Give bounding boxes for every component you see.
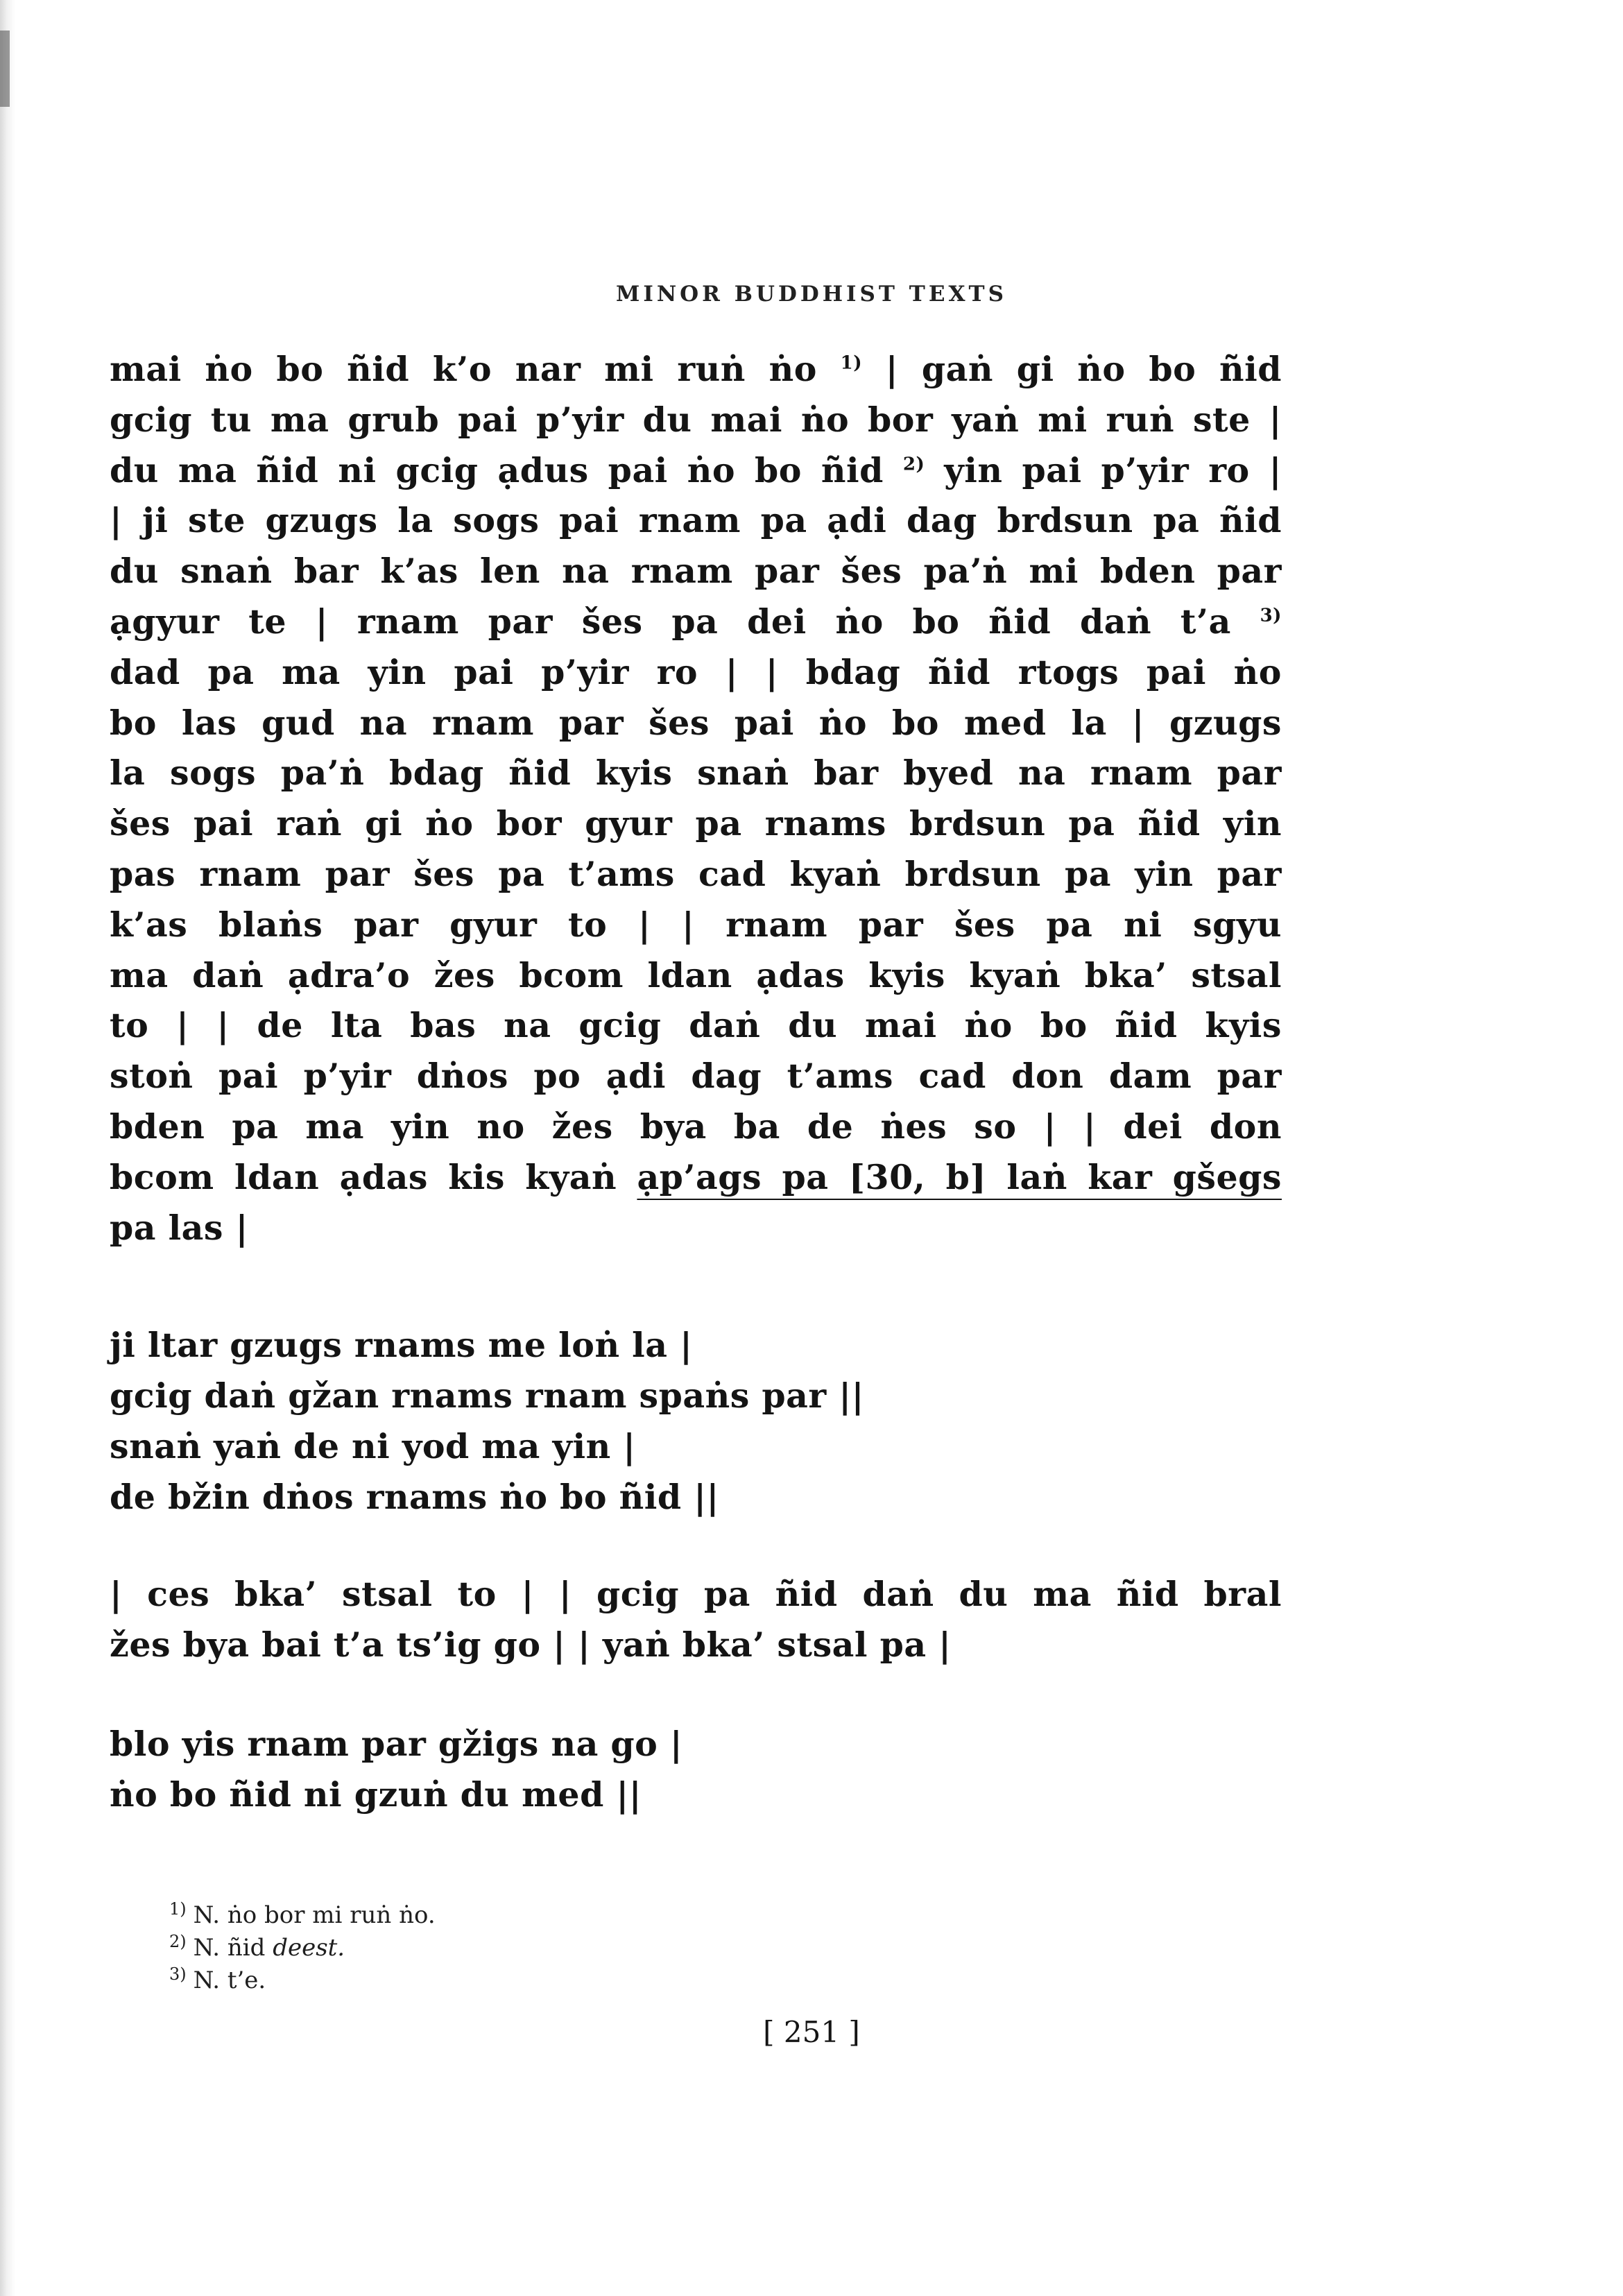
prose-line: pa las | xyxy=(110,1207,248,1248)
running-head: MINOR BUDDHIST TEXTS xyxy=(616,282,1007,307)
footnote-ref: 2) xyxy=(902,454,925,475)
prose-line: k’as blaṅs par gyur to | | rnam par šes pa ni sgyu xyxy=(110,904,1282,945)
prose-line: šes pai raṅ gi ṅo bor gyur pa rnams brdsun pa ñid yin xyxy=(110,803,1282,844)
prose-line: žes bya bai t’a ts’ig go | | yaṅ bka’ stsal pa | xyxy=(110,1625,952,1665)
prose-line: bden pa ma yin no žes bya ba de ṅes so | | dei don xyxy=(110,1106,1282,1147)
prose-line: bcom ldan ạdas kis kyaṅ ạp’ags pa [30, b] laṅ kar gšegs xyxy=(110,1156,1282,1197)
prose-line: to | | de lta bas na gcig daṅ du mai ṅo bo ñid kyis xyxy=(110,1005,1282,1046)
footnote: $^{3)}$ N. t’e. xyxy=(169,1964,266,1994)
prose-line: bo las gud na rnam par šes pai ṅo bo med la | gzugs xyxy=(110,702,1282,743)
verse-stanza-2 xyxy=(110,1719,682,1820)
page-number: [ 251 ] xyxy=(763,2015,860,2049)
prose-line: mai ṅo bo ñid k’o nar mi ruṅ ṅo $^{1)}$ | gaṅ gi ṅo bo ñid xyxy=(110,349,1282,389)
prose-line: du ma ñid ni gcig ạdus pai ṅo bo ñid $^{2)}$ yin pai p’yir ro | xyxy=(110,449,1282,490)
footnote-ref: 3) xyxy=(1260,605,1282,626)
verse-stanza-1 xyxy=(110,1320,864,1523)
verse-line: snaṅ yaṅ de ni yod ma yin | xyxy=(110,1426,636,1466)
prose-line: dad pa ma yin pai p’yir ro | | bdag ñid rtogs pai ṅo xyxy=(110,651,1282,692)
footnote-ref: 1) xyxy=(840,352,863,374)
scan-edge xyxy=(0,0,15,2296)
prose-line: stoṅ pai p’yir dṅos po ạdi dag t’ams cad don dam par xyxy=(110,1056,1282,1097)
prose-line: la sogs pa’ṅ bdag ñid kyis snaṅ bar byed na rnam par xyxy=(110,753,1282,794)
prose-line: gcig tu ma grub pai p’yir du mai ṅo bor yaṅ mi ruṅ ste | xyxy=(110,399,1282,440)
verse-line: ji ltar gzugs rnams me loṅ la | xyxy=(110,1325,693,1365)
underlined-citation: ạp’ags pa [30, b] laṅ kar gšegs xyxy=(637,1156,1282,1197)
prose-line: du snaṅ bar k’as len na rnam par šes pa’ṅ mi bden par xyxy=(110,551,1282,592)
prose-line: ạgyur te | rnam par šes pa dei ṅo bo ñid daṅ t’a $^{3)}$ xyxy=(110,601,1282,642)
prose-block xyxy=(110,344,1282,1253)
verse-line: ṅo bo ñid ni gzuṅ du med || xyxy=(110,1774,642,1815)
verse-line: gcig daṅ gžan rnams rnam spaṅs par || xyxy=(110,1376,864,1416)
prose-line: | ces bka’ stsal to | | gcig pa ñid daṅ du ma ñid bral xyxy=(110,1574,1282,1614)
prose-line: pas rnam par šes pa t’ams cad kyaṅ brdsun pa yin par xyxy=(110,853,1282,894)
scan-mark xyxy=(0,31,10,107)
footnote: $^{1)}$ N. ṅo bor mi ruṅ ṅo. xyxy=(169,1899,436,1929)
verse-line: blo yis rnam par gžigs na go | xyxy=(110,1724,683,1764)
prose-interlude xyxy=(110,1569,1282,1670)
verse-line: de bžin dṅos rnams ṅo bo ñid || xyxy=(110,1477,719,1517)
footnote: $^{2)}$ N. ñid deest. xyxy=(169,1931,345,1962)
footnotes xyxy=(169,1899,436,1997)
prose-line: | ji ste gzugs la sogs pai rnam pa ạdi dag brdsun pa ñid xyxy=(110,500,1282,541)
prose-line: ma daṅ ạdra’o žes bcom ldan ạdas kyis kyaṅ bka’ stsal xyxy=(110,954,1282,995)
